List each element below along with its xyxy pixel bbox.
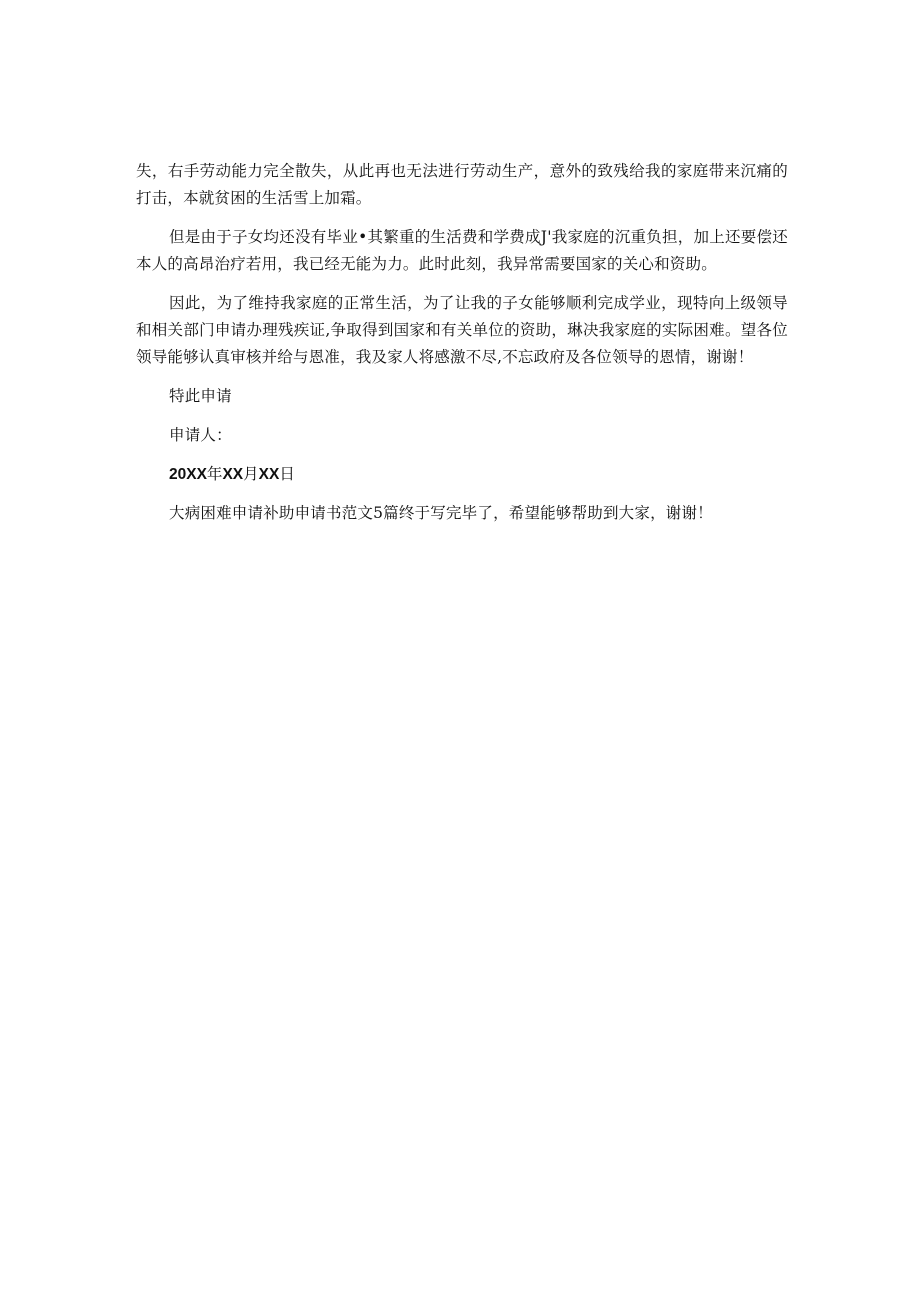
date-month-placeholder: XX (222, 466, 244, 483)
applicant-label: 申请人： (169, 426, 232, 444)
date-day-unit: 日 (279, 465, 295, 483)
date-year-unit: 年 (206, 465, 223, 483)
date-line (136, 461, 788, 488)
paragraph-1: 失，右手劳动能力完全散失，从此再也无法进行劳动生产，意外的致残给我的家庭带来沉痛的打击，本就贫困的生活雪上加霜。 (136, 162, 788, 207)
date-year-placeholder: 20XX (169, 466, 207, 483)
paragraph-2: 但是由于子女均还没有毕业•其繁重的生活费和学费成J'我家庭的沉重负担，加上还要偿还本人的高昂治疗若用，我已经无能为力。此时此刻，我异常需要国家的关心和资助。 (136, 228, 788, 273)
date-day-placeholder: XX (258, 466, 280, 483)
date-month-unit: 月 (243, 465, 259, 483)
letter-body (136, 158, 788, 539)
closing-line: 特此申请 (169, 387, 232, 405)
footer-note: 大病困难申请补助申请书范文5篇终于写完毕了，希望能够帮助到大家，谢谢！ (169, 504, 713, 522)
paragraph-3: 因此，为了维持我家庭的正常生活，为了让我的子女能够顺利完成学业，现特向上级领导和相关部门申请办理残疾证,争取得到国家和有关单位的资助，琳决我家庭的实际困难。望各位领导能够认真审核并给与恩准，我及家人将感激不尽,不忘政府及各位领导的恩情，谢谢！ (136, 294, 788, 366)
